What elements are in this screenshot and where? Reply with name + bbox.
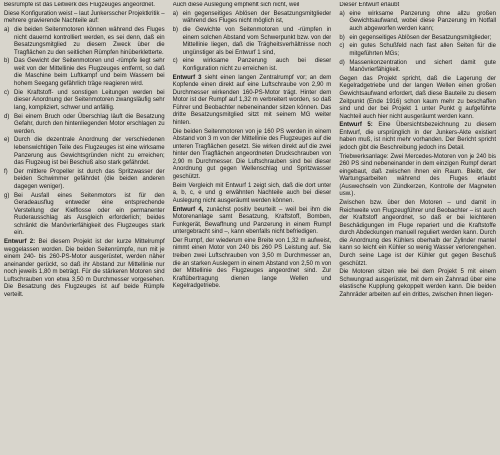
list-item-text: ein gegenseitiges Ablösen der Besatzungsmitglieder während des Fluges nicht möglich ist, [182,10,332,25]
list-item [4,193,165,238]
list-item-marker: b) [339,34,345,41]
paragraph-text: Der Rumpf, der wiederum eine Breite von 1,32 m aufweist, nimmt einen Motor von 240 bis 260 PS Leistung auf. Sie treiben zwei Luftschrauben von 3,50 m Durchmesser an, die an starken Auslegern in einem Abstand von 2,50 m von der Mittellinie des Flugzeuges angeordnet sind. Zur Kraftübertragung dienen lange Wellen und Kegelradgetriebe. [172,237,332,290]
list-item [339,43,496,58]
list-item-text: Durch die dezentrale Anordnung der verschiedenen lebenswichtigen Teile des Flugzeuges ist eine wirksame Panzerung aus Gewichtsgründen nicht zu erreichen; das Flugzeug ist bei Beschuß also stark gefährdet. [14,137,165,167]
list-item [173,58,332,73]
list-item-marker: f) [4,168,8,175]
paragraph-text: Triebwerksanlage: Zwei Mercedes-Motoren von je 240 bis 260 PS sind nebeneinander in dem einzigen Rumpf derart eingebaut, daß zwischen ihnen ein Raum. Bleibt, der Wartungsarbeiten während des Fluges erlaubt (Auswechseln von Zündkerzen, Kontrolle der Magneten usw.). [339,153,497,198]
paragraph [339,200,496,268]
paragraph-text: Die Motoren sitzen wie bei dem Projekt 5 mit einem Schwungrad ausgerüstet, mit dem ein Zahnrad über eine elastische Kupplung gekoppelt werden kann. Die beiden Zahnräder arbeiten auf ein drittes, zwischen ihnen liegen- [339,269,497,298]
list-item [4,90,165,113]
paragraph [173,207,332,237]
list-item-marker: d) [339,59,345,66]
list-item [4,137,165,167]
paragraph [173,183,332,206]
list-item-marker: c) [172,58,178,65]
list-item [4,27,165,57]
paragraph [4,11,165,26]
paragraph-text: Gegen das Projekt spricht, daß die Lagerung der Kegelradgetriebe und der langen Wellen einen großen Gewichtsaufwand erfordert, daß diese Bauteile zu diesem Zeitpunkt (Ende 1916) schon kaum mehr zu beschaffen sind und der bei Projekt 1 unter Punkt g aufgeführte Nachteil auch hier nicht ausgeräumt werden kann. [339,75,497,120]
list-item-text: ein gegenseitiges Ablösen der Besatzungsmitglieder; [349,34,492,41]
list-item-marker: c) [4,89,10,96]
list-item [339,11,496,34]
enumerated-list [4,27,165,238]
list-item [173,27,332,57]
paragraph [4,239,165,299]
list-item-text: ein gutes Schußfeld nach fast allen Seiten für die mitgeführten MGs; [349,43,497,57]
list-item-text: Bei Ausfall eines Seitenmotors ist für den Geradeausflug entweder eine entsprechende Verstellung der Kielflosse oder ein permanenter Ruderausschlag als Ausgleich erforderlich; beides schränkt die Manövrierfähigkeit des Flugzeuges stark ein. [14,192,165,237]
list-item-marker: a) [172,10,179,17]
list-item-text: die Gewichte von Seitenmotoren und -rümpfen in einem solchen Abstand vom Schwerpunkt bzw. von der Mittellinie liegen, daß die Trägheitsverhältnisse noch ungünstiger als bei Entwurf 1 sind, [182,27,332,56]
section-label: Entwurf 4, [172,206,204,213]
paragraph-text: Zwischen bzw. über den Motoren – und damit in Reichweite von Flugzeugführer und Beobachter – ist auch der Kraftstoff angeordnet, so daß er bei leichteren Beschädigungen im Fluge repariert und die Kraftstoffe durch Abdeckungen manuell reguliert werden kann. Durch die Anordnung des Kühlers oberhalb der Zylinder mantel kann so leicht ein Kühler so wenig Wasser verlorengehen. Durch seine Lage ist der Kühler gut gegen Beschuß geschützt. [339,200,497,267]
list-item-text: Das Gewicht der Seitenmotoren und -rümpfe liegt sehr weit von der Mittellinie des Flugzeuges entfernt, so daß die Maschine beim Luftkampf und beim Wassern bei hohem Seegang gefährlich träge reagieren wird. [14,58,165,88]
list-item-marker: g) [4,192,10,199]
text-column-3 [339,2,496,455]
paragraph-text: Diese Konfiguration weist – laut Junkersscher Projektkritik – mehrere gravierende Nachteile auf: [4,10,165,25]
list-item [173,11,332,26]
list-item-marker: e) [4,137,10,144]
section-label: Entwurf 2: [4,239,36,246]
list-item-marker: d) [4,113,10,120]
paragraph-text: sieht einen langen Zentralrumpf vor; an dem Kopfende einen direkt auf eine Luftschraube von 2,90 m Durchmesser wirkenden 160-PS-Motor trägt. Hinter dem Motor ist der Rumpf auf 1,32 m verbreitert worden, so daß Führer und Beobachter nebeneinander sitzen können. Das dritte Besatzungsmitglied sitzt mit seinem MG weiter hinten. [172,74,332,126]
paragraph [339,269,496,299]
section-label: Entwurf 5: [339,122,373,129]
paragraph [339,2,496,10]
list-item-text: Bei einem Bruch oder Überschlag läuft die Besatzung Gefahr, durch den hintenliegenden Motor erschlagen zu werden. [14,113,165,135]
paragraph-text: Dieser Entwurf erlaubt [339,2,400,8]
list-item-text: eine wirksame Panzerung ohne allzu großen Gewichtsaufwand, wobei diese Panzerung im Notfall auch abgeworfen werden kann; [349,10,497,32]
list-item-text: Massenkonzentration und sichert damit gute Manövrierfähigkeit. [349,59,497,74]
list-item [4,58,165,88]
paragraph-text: Bei diesem Projekt ist der kurze Mittelrumpf weggelassen worden. Die beiden Seitenrümpfe, nun mit je einem 240- bis 260-PS-Motor ausgerüstet, werden näher aneinander gerückt, so daß ihr Abstand zur Mittellinie nur noch jeweils 1,80 m beträgt. Für die stärkeren Motoren sind Luftschrauben von etwa 3,50 m Durchmesser vorgesehen. Die Besatzung des Flugzeuges ist auf beide Rümpfe verteilt. [4,239,165,298]
paragraph [173,2,332,10]
paragraph [173,129,332,182]
list-item [339,60,496,75]
list-item-marker: b) [4,58,10,65]
text-column-1 [4,2,165,455]
paragraph [339,154,496,199]
paragraph [339,76,496,121]
list-item [4,114,165,137]
paragraph-text: Beim Vergleich mit Entwurf 1 zeigt sich, daß die dort unter a, b, c, e und g erwähnten Nachteile auch bei dieser Auslegung nicht ausgeräumt werden können. [172,182,332,204]
list-item [339,35,496,43]
list-item-text: die beiden Seitenmotoren können während des Fluges nicht dauernd kontrolliert werden, es sei denn, daß ein Besatzungsmitglied zu diesem Zweck über die Tragflächen zu den seitlichen Rümpfen hinüberkletterte. [14,27,165,56]
paragraph [339,122,496,152]
paragraph-text: zunächst positiv beurteilt – weil bei ihm die Motorenanlage samt Besatzung, Kraftstoff, Bomben, Funkgerät, Bewaffnung und Panzerung in einem Rumpf untergebracht sind –, kann ebenfalls nicht befriedigen. [172,206,332,236]
list-item-text: Die Kraftstoff- und sonstigen Leitungen werden bei dieser Anordnung der Seitenmotoren zwangsläufig sehr lang, kompliziert, schwer und anfällig. [14,89,165,111]
list-item-text: Der mittlere Propeller ist durch das Spritzwasser der beiden Schwimmer gefährdet (die beiden anderen dagegen weniger). [14,168,165,190]
paragraph [4,2,165,10]
paragraph-text: Eine Übersichtsbezeichnung zu diesem Entwurf, die ursprünglich in der Junkers-Akte existiert haben muß, ist nicht mehr vorhanden. Der Bericht spricht jedoch gibt die Beschreibung jedoch ins Detail. [339,122,497,151]
list-item-marker: c) [339,43,345,50]
paragraph-text: Auch diese Auslegung empfiehlt sich nicht, weil [172,2,300,8]
paragraph-text: Besrümpfe ist das Leitwerk des Flugzeuges angeordnet. [4,2,155,8]
paragraph-text: Die beiden Seitenmotoren von je 160 PS werden in einem Abstand von 3 m von der Mittellinie des Flugzeuges auf die unteren Tragflächen gesetzt. Sie wirken direkt auf die zwei hinter den Tragflächen angeordneten Druckschrauben von 2,90 m Durchmesser. Die Luftschrauben sind bei dieser Anordnung gut gegen Wellenschlag und Spritzwasser geschützt. [172,128,332,180]
enumerated-list [339,11,496,75]
list-item-marker: a) [339,10,345,17]
section-label: Entwurf 3 [172,74,202,81]
list-item [4,169,165,192]
paragraph [173,238,332,291]
paragraph [173,75,332,128]
list-item-marker: a) [4,27,10,34]
text-column-2 [173,2,332,455]
list-item-text: eine wirksame Panzerung auch bei dieser Konfiguration nicht zu erreichen ist. [182,58,332,72]
list-item-marker: b) [172,27,179,34]
enumerated-list [173,11,332,74]
